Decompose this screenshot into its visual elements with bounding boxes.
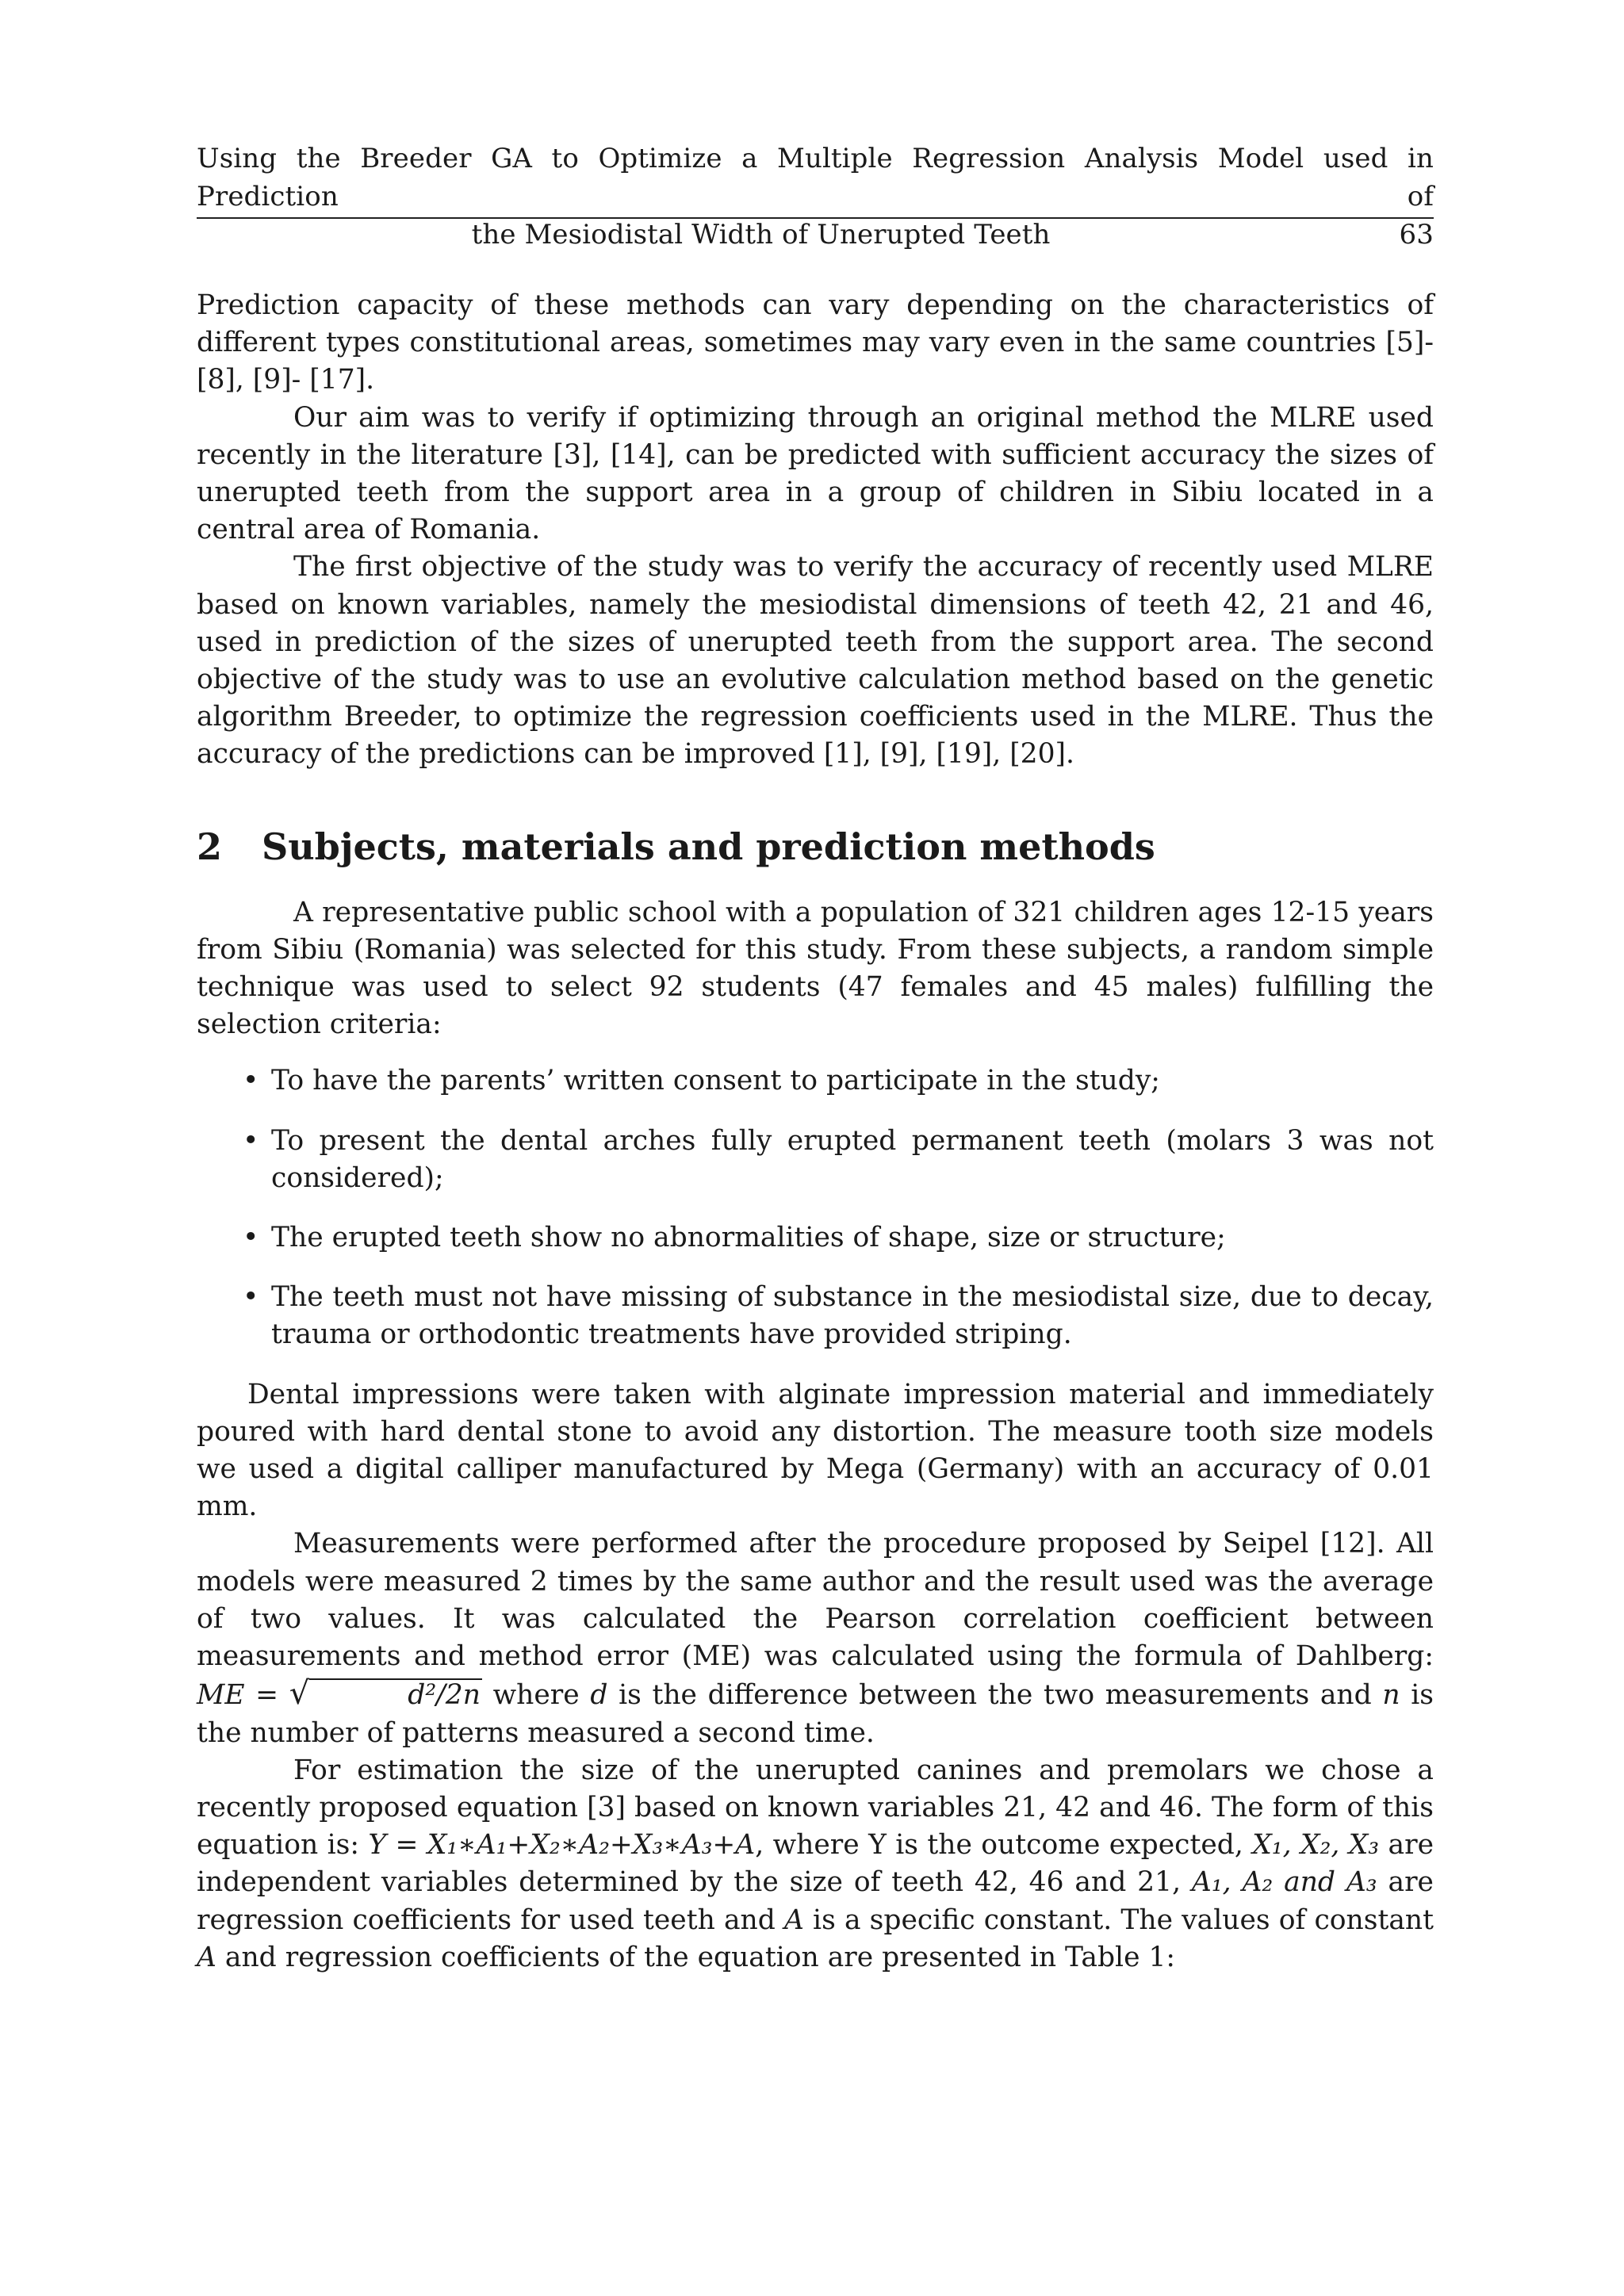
list-item-text: The erupted teeth show no abnormalities of shape, size or structure; bbox=[271, 1222, 1226, 1254]
list-item bbox=[197, 1219, 1434, 1257]
header-title-line2: the Mesiodistal Width of Unerupted Teeth bbox=[471, 219, 1051, 251]
section-paragraph-2: Dental impressions were taken with alginate impression material and immediately poured with hard dental stone to avoid any distortion. The measure tooth size models we used a digital calliper manufactured by Mega (Germany) with an accuracy of 0.01 mm. bbox=[197, 1378, 1434, 1523]
list-item-text: To have the parents’ written consent to participate in the study; bbox=[271, 1065, 1160, 1097]
intro-paragraph-2: Our aim was to verify if optimizing through an original method the MLRE used recently in the literature [3], [14], can be predicted with sufficient accuracy the sizes of unerupted teeth from the support area in a group of children in Sibiu located in a central area of Romania. bbox=[197, 401, 1434, 546]
p3-text-d: is the number of patterns measured a second time. bbox=[197, 1679, 1434, 1749]
bullet-icon: • bbox=[243, 1222, 259, 1254]
sqrt-expression: d²/2n bbox=[309, 1678, 482, 1710]
running-header bbox=[197, 140, 1434, 254]
bullet-icon: • bbox=[243, 1124, 259, 1157]
list-item bbox=[197, 1062, 1434, 1100]
p4-text-b: , where Y is the outcome expected, bbox=[755, 1829, 1253, 1862]
page-number: 63 bbox=[1399, 219, 1434, 251]
section-paragraph-4 bbox=[197, 1752, 1434, 1976]
regression-coefficients: A₁, A₂ and A₃ bbox=[1191, 1866, 1377, 1899]
header-title-line1: Using the Breeder GA to Optimize a Multiple Regression Analysis Model used in Prediction of bbox=[197, 143, 1434, 212]
list-item-text: The teeth must not have missing of substance in the mesiodistal size, due to decay, trauma or orthodontic treatments have provided striping. bbox=[271, 1281, 1434, 1351]
selection-criteria-list bbox=[197, 1062, 1434, 1353]
p3-text-a: Measurements were performed after the procedure proposed by Seipel [12]. All models were measured 2 times by the same author and the result used was the average of two values. It was calculated the Pearson correlation coefficient between measurements and method error (ME) was calculated using the formula of Dahlberg: bbox=[197, 1528, 1434, 1673]
p3-text-c: is the difference between the two measurements and bbox=[607, 1679, 1383, 1712]
p4-text-f: and regression coefficients of the equation are presented in Table 1: bbox=[216, 1941, 1176, 1973]
bullet-icon: • bbox=[243, 1281, 259, 1314]
body-text bbox=[197, 287, 1434, 1976]
sqrt-icon: √ bbox=[289, 1675, 310, 1712]
p3-text-b: where bbox=[481, 1679, 591, 1712]
constant-symbol: A bbox=[783, 1904, 804, 1936]
constant-symbol-2: A bbox=[197, 1941, 216, 1973]
p3-equals: = bbox=[244, 1679, 289, 1712]
me-symbol: ME bbox=[197, 1679, 245, 1712]
p4-text-d: are regression coefficients for used teeth and bbox=[197, 1866, 1434, 1936]
list-item-text: To present the dental arches fully erupted permanent teeth (molars 3 was not considered); bbox=[271, 1124, 1434, 1194]
section-paragraph-1: A representative public school with a population of 321 children ages 12-15 years from Sibiu (Romania) was selected for this study. From these subjects, a random simple technique was used to select 92 students (47 females and 45 males) fulfilling the selection criteria: bbox=[197, 896, 1434, 1041]
n-symbol: n bbox=[1382, 1679, 1400, 1712]
independent-variables: X₁, X₂, X₃ bbox=[1252, 1829, 1380, 1862]
section-heading bbox=[197, 823, 1434, 871]
list-item bbox=[197, 1123, 1434, 1197]
p4-text-c: are independent variables determined by the size of teeth 42, 46 and 21, bbox=[197, 1829, 1434, 1899]
section-title: Subjects, materials and prediction methods bbox=[262, 825, 1155, 868]
regression-equation: Y = X₁∗A₁+X₂∗A₂+X₃∗A₃+A bbox=[368, 1829, 756, 1862]
intro-paragraph-3: The first objective of the study was to verify the accuracy of recently used MLRE based on known variables, namely the mesiodistal dimensions of teeth 42, 21 and 46, used in prediction of the sizes of unerupted teeth from the support area. The second objective of the study was to use an evolutive calculation method based on the genetic algorithm Breeder, to optimize the regression coefficients used in the MLRE. Thus the accuracy of the predictions can be improved [1], [9], [19], [20]. bbox=[197, 551, 1434, 771]
p4-text-a: For estimation the size of the unerupted canines and premolars we chose a recently proposed equation [3] based on known variables 21, 42 and 46. The form of this equation is: bbox=[197, 1754, 1434, 1862]
header-title-line2-row bbox=[197, 216, 1434, 254]
header-rule bbox=[197, 217, 1434, 219]
p4-text-e: is a specific constant. The values of constant bbox=[803, 1904, 1434, 1936]
section-paragraph-3 bbox=[197, 1525, 1434, 1751]
bullet-icon: • bbox=[243, 1065, 259, 1097]
section-number: 2 bbox=[197, 825, 223, 868]
intro-paragraph-1: Prediction capacity of these methods can vary depending on the characteristics of different types constitutional areas, sometimes may vary even in the same countries [5]- [8], [9]- [17]. bbox=[197, 289, 1434, 396]
list-item bbox=[197, 1279, 1434, 1353]
d-symbol: d bbox=[590, 1679, 608, 1712]
